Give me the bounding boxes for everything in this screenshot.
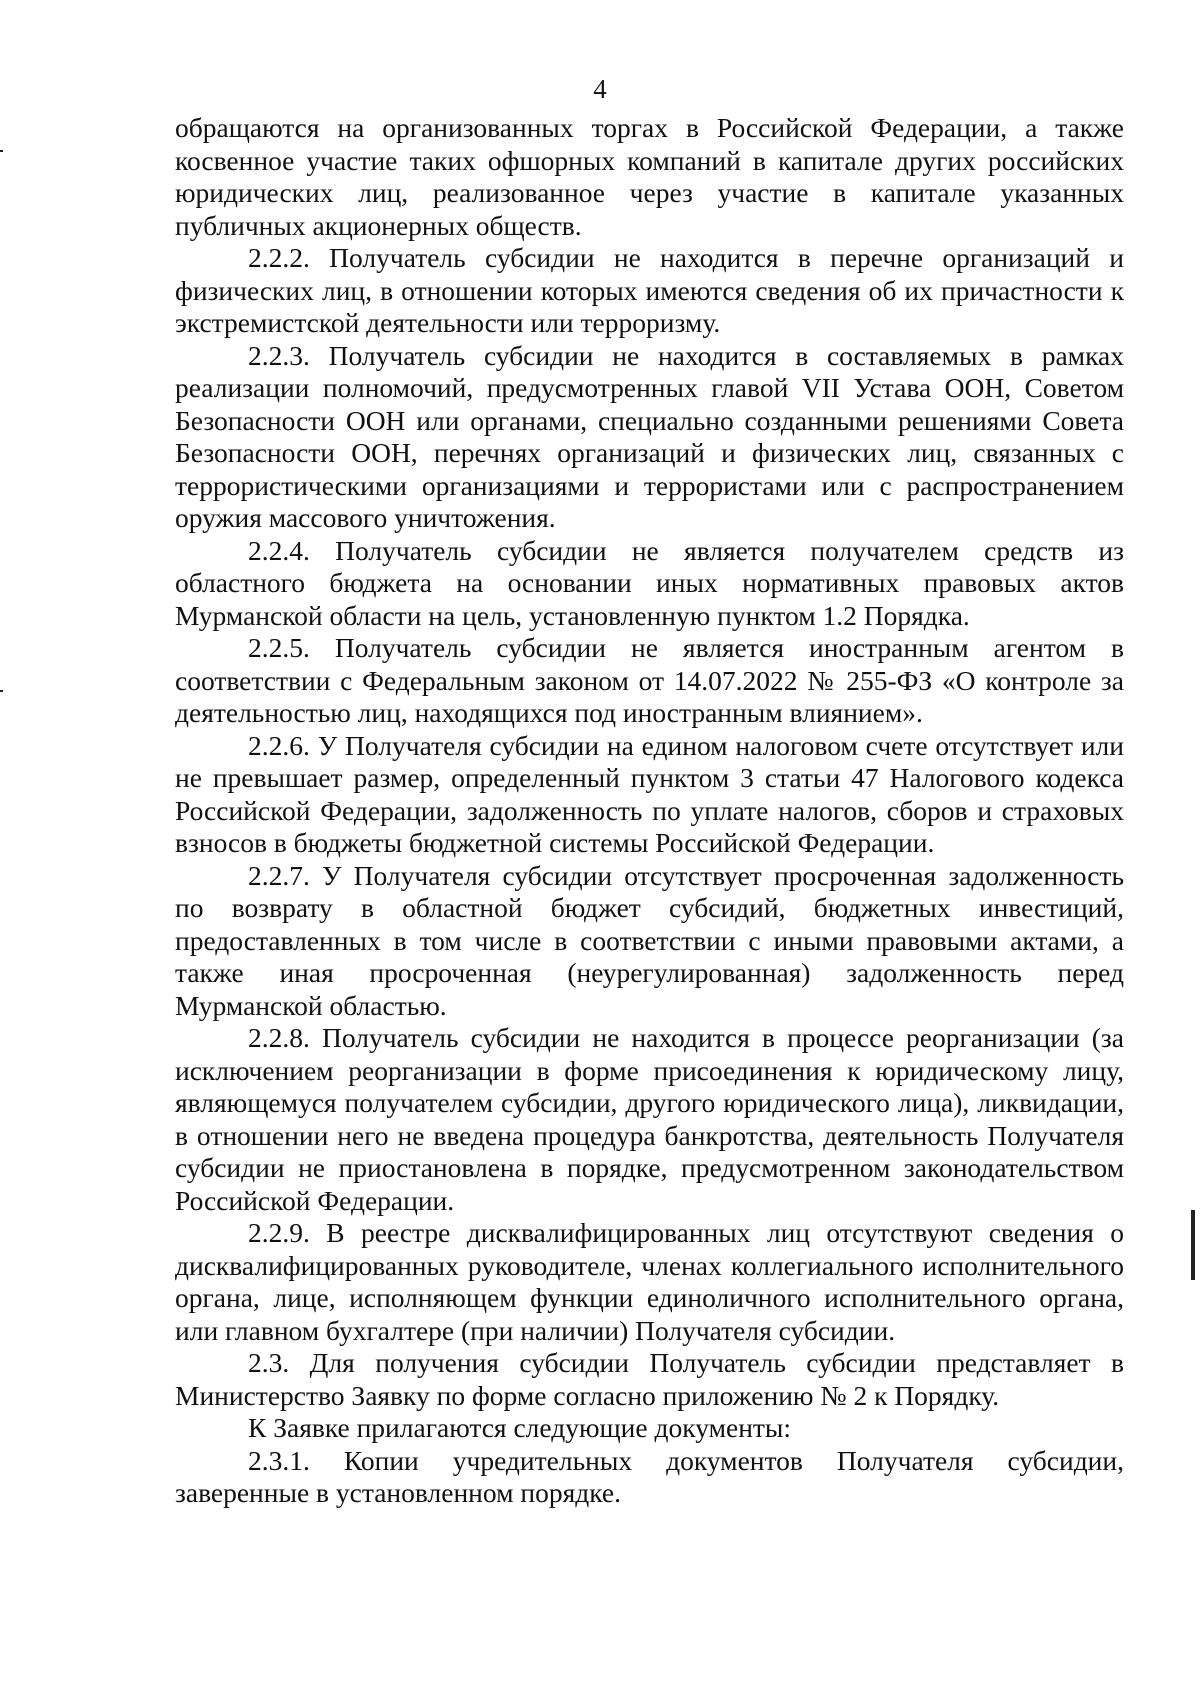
- paragraph-2-3: 2.3. Для получения субсидии Получатель субсидии представляет в Министерство Заявку по форме согласно приложению № 2 к Порядку.: [175, 1347, 1124, 1411]
- paragraph-2-2-9: 2.2.9. В реестре дисквалифицированных лиц отсутствуют сведения о дисквалифицированных руководителе, членах коллегиального исполнительного органа, лице, исполняющем функции единоличного исполнительного органа, или главном бухгалтере (при наличии) Получателя субсидии.: [175, 1217, 1124, 1346]
- page-number: 4: [593, 74, 607, 104]
- scan-edge-mark-middle: [0, 690, 3, 692]
- paragraph-2-2-8: 2.2.8. Получатель субсидии не находится в процессе реорганизации (за исключением реорганизации в форме присоединения к юридическому лицу, являющемуся получателем субсидии, другого юридического лица), ликвидации, в отношении него не введена процедура банкротства, деятельность Получателя субсидии не приостановлена в порядке, предусмотренном законодательством Российской Федерации.: [175, 1022, 1124, 1216]
- scan-edge-mark-right: [1191, 1210, 1195, 1280]
- document-body: [175, 112, 1124, 1510]
- paragraph-2-2-7: 2.2.7. У Получателя субсидии отсутствует просроченная задолженность по возврату в областной бюджет субсидий, бюджетных инвестиций, предоставленных в том числе в соответствии с иными правовыми актами, а также иная просроченная (неурегулированная) задолженность перед Мурманской областью.: [175, 859, 1124, 1021]
- scan-edge-mark-top: [0, 150, 3, 152]
- paragraph-2-2-6: 2.2.6. У Получателя субсидии на едином налоговом счете отсутствует или не превышает размер, определенный пунктом 3 статьи 47 Налогового кодекса Российской Федерации, задолженность по уплате налогов, сборов и страховых взносов в бюджеты бюджетной системы Российской Федерации.: [175, 729, 1124, 858]
- paragraph-2-2-4: 2.2.4. Получатель субсидии не является получателем средств из областного бюджета на основании иных нормативных правовых актов Мурманской области на цель, установленную пунктом 1.2 Порядка.: [175, 534, 1124, 631]
- paragraph-2-2-2: 2.2.2. Получатель субсидии не находится в перечне организаций и физических лиц, в отношении которых имеются сведения об их причастности к экстремистской деятельности или терроризму.: [175, 242, 1124, 338]
- paragraph-attachments-intro: К Заявке прилагаются следующие документы:: [248, 1412, 792, 1443]
- paragraph-2-2-3: 2.2.3. Получатель субсидии не находится в составляемых в рамках реализации полномочий, предусмотренных главой VII Устава ООН, Советом Безопасности ООН или органами, специально созданными решениями Совета Безопасности ООН, перечнях организаций и физических лиц, связанных с террористическими организациями и террористами или с распространением оружия массового уничтожения.: [175, 339, 1124, 533]
- paragraph-continuation: обращаются на организованных торгах в Российской Федерации, а также косвенное участие таких офшорных компаний в капитале других российских юридических лиц, реализованное через участие в капитале указанных публичных акционерных обществ.: [175, 112, 1124, 241]
- paragraph-2-2-5: 2.2.5. Получатель субсидии не является иностранным агентом в соответствии с Федеральным законом от 14.07.2022 № 255-ФЗ «О контроле за деятельностью лиц, находящихся под иностранным влиянием».: [175, 632, 1124, 728]
- paragraph-2-3-1: 2.3.1. Копии учредительных документов Получателя субсидии, заверенные в установленном порядке.: [175, 1444, 1124, 1508]
